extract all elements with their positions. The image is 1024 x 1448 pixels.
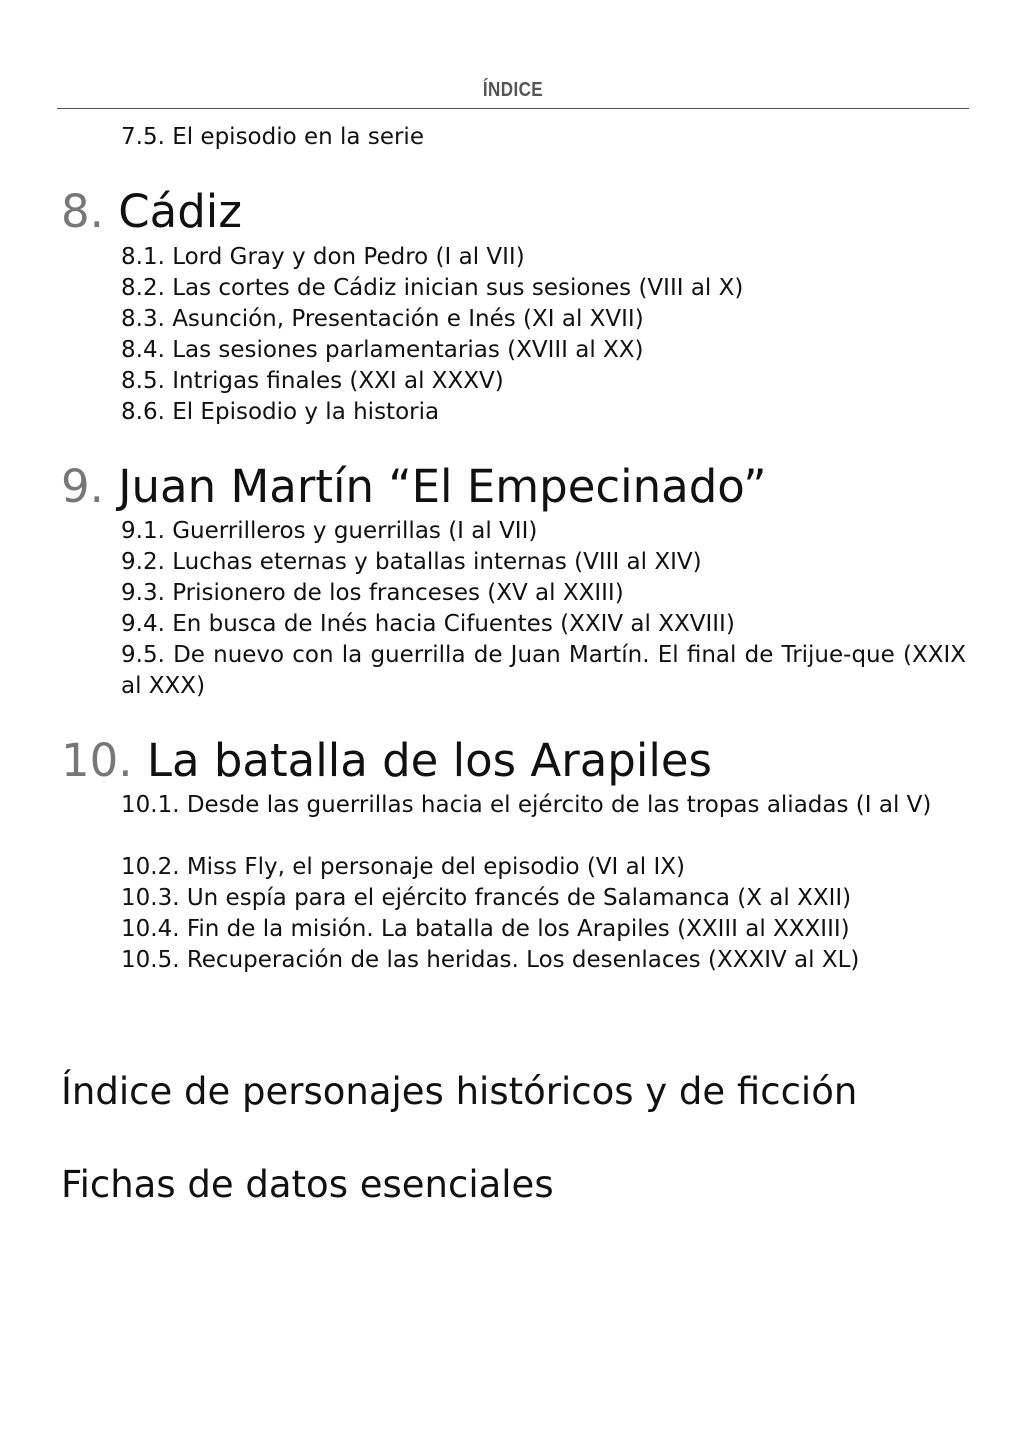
toc-entry-10-1[interactable]: 10.1. Desde las guerrillas hacia el ejército de las tropas aliadas (I al V)	[121, 792, 932, 818]
running-header	[57, 76, 969, 109]
toc-entry-8-5[interactable]: 8.5. Intrigas finales (XXI al XXXV)	[121, 368, 504, 394]
chapter-heading-10[interactable]	[61, 735, 712, 787]
chapter-number: 9.	[61, 460, 104, 513]
toc-entry-9-5[interactable]: 9.5. De nuevo con la guerrilla de Juan Martín. El final de Trijue-que (XXIX al XXX)	[121, 642, 966, 699]
chapter-heading-9[interactable]	[61, 461, 767, 513]
toc-entry-8-6[interactable]: 8.6. El Episodio y la historia	[121, 399, 440, 425]
backmatter-character-index[interactable]: Índice de personajes históricos y de ficción	[61, 1070, 858, 1113]
toc-entry-10-2[interactable]: 10.2. Miss Fly, el personaje del episodio (VI al IX)	[121, 854, 685, 880]
chapter-number: 8.	[61, 185, 104, 238]
chapter-number: 10.	[61, 734, 133, 787]
toc-entry-7-5[interactable]: 7.5. El episodio en la serie	[121, 124, 424, 150]
backmatter-data-sheets[interactable]: Fichas de datos esenciales	[61, 1163, 554, 1206]
toc-entry-8-3[interactable]: 8.3. Asunción, Presentación e Inés (XI al XVII)	[121, 306, 644, 332]
toc-entry-8-2[interactable]: 8.2. Las cortes de Cádiz inician sus sesiones (VIII al X)	[121, 275, 744, 301]
toc-entry-10-4[interactable]: 10.4. Fin de la misión. La batalla de los Arapiles (XXIII al XXXIII)	[121, 916, 850, 942]
chapter-title: Juan Martín “El Empecinado”	[118, 460, 767, 513]
toc-entry-9-1[interactable]: 9.1. Guerrilleros y guerrillas (I al VII)	[121, 518, 538, 544]
toc-entry-10-5[interactable]: 10.5. Recuperación de las heridas. Los desenlaces (XXXIV al XL)	[121, 947, 860, 973]
toc-entry-9-2[interactable]: 9.2. Luchas eternas y batallas internas (VIII al XIV)	[121, 549, 702, 575]
header-title: ÍNDICE	[482, 79, 544, 101]
chapter-title: Cádiz	[118, 185, 242, 238]
toc-entry-9-3[interactable]: 9.3. Prisionero de los franceses (XV al XXIII)	[121, 580, 624, 606]
toc-entry-10-3[interactable]: 10.3. Un espía para el ejército francés de Salamanca (X al XXII)	[121, 885, 852, 911]
toc-entry-9-4[interactable]: 9.4. En busca de Inés hacia Cifuentes (XXIV al XXVIII)	[121, 611, 735, 637]
toc-entry-8-4[interactable]: 8.4. Las sesiones parlamentarias (XVIII al XX)	[121, 337, 644, 363]
toc-entry-8-1[interactable]: 8.1. Lord Gray y don Pedro (I al VII)	[121, 244, 525, 270]
chapter-title: La batalla de los Arapiles	[146, 734, 712, 787]
chapter-heading-8[interactable]	[61, 186, 242, 238]
